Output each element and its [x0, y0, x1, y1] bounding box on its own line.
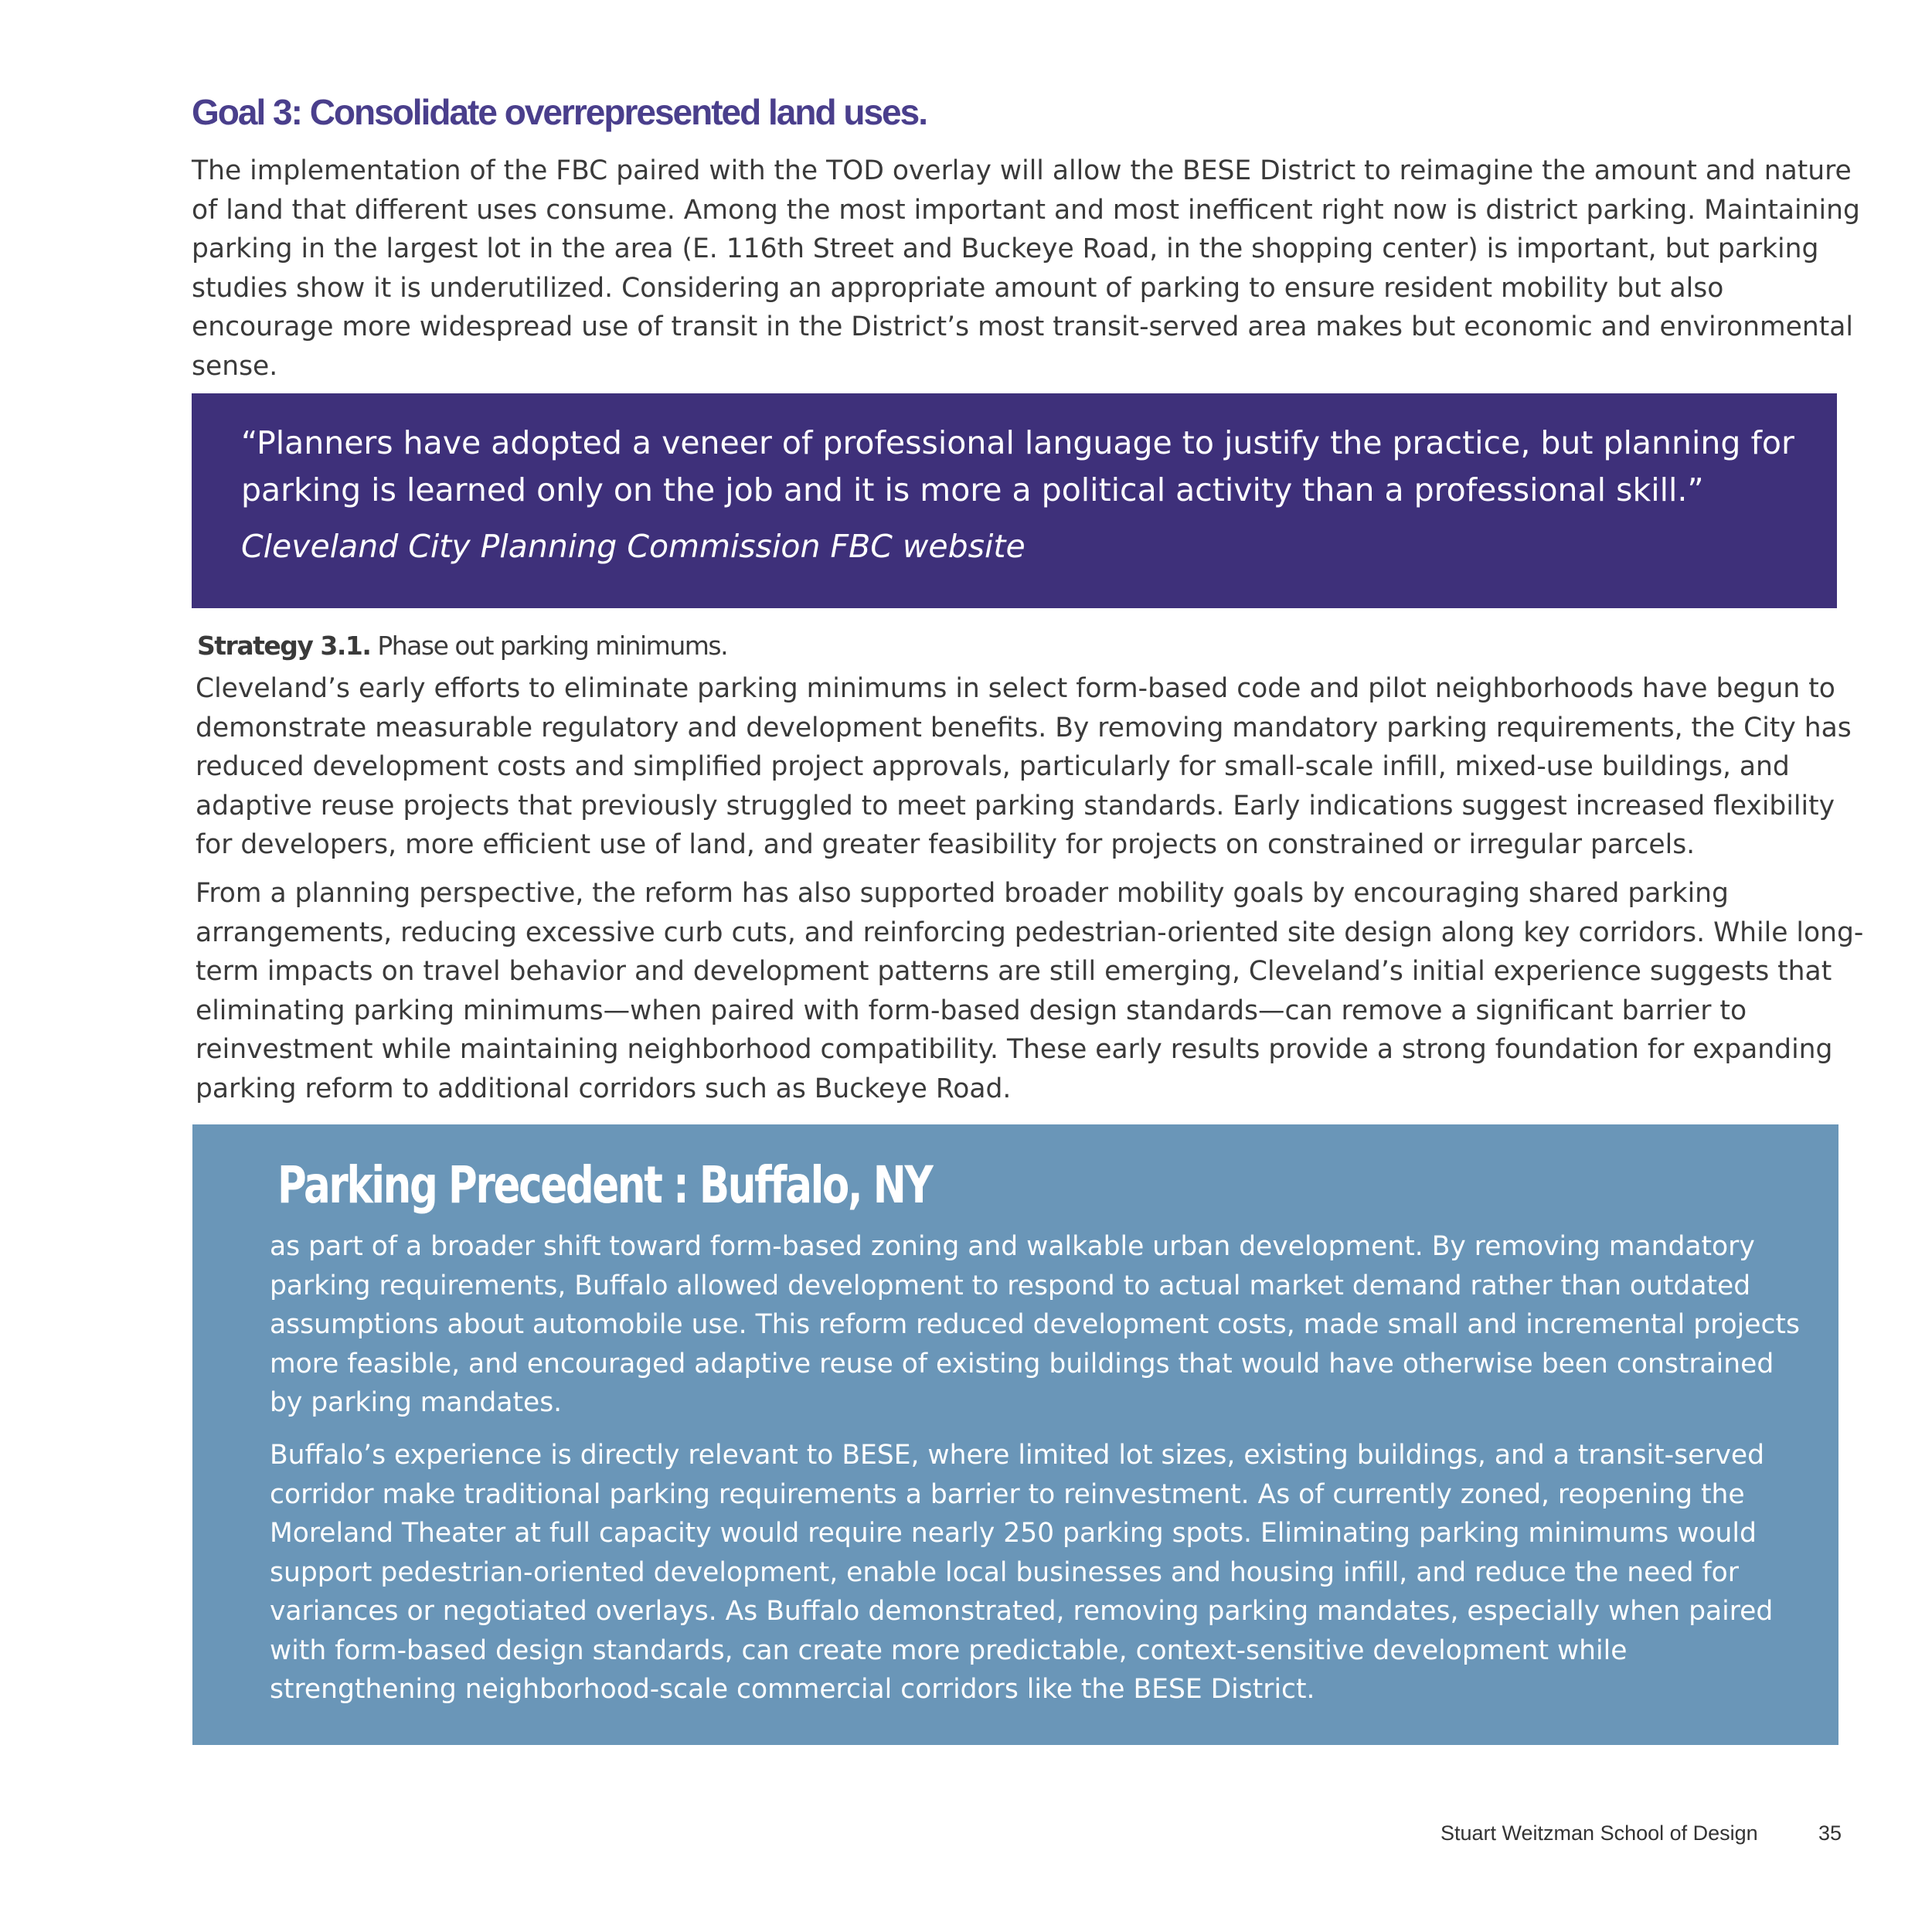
precedent-title: Parking Precedent : Buffalo, NY	[277, 1155, 932, 1215]
footer-school: Stuart Weitzman School of Design	[1440, 1821, 1758, 1845]
strategy-paragraph: Cleveland’s early efforts to eliminate parking minimums in select form-based code and pilot neighborhoods have begun to demonstrate measurable regulatory and development benefits. By removing mandatory parking requirements, the City has reduced development costs and simplified project approvals, particularly for small-scale infill, mixed-use buildings, and adaptive reuse projects that previously struggled to meet parking standards. Early indications suggest increased flexibility for developers, more efficient use of land, and greater feasibility for projects on constrained or irregular parcels.	[196, 673, 1852, 860]
strategy-title: Phase out parking minimums.	[377, 631, 728, 661]
quote-box	[192, 393, 1837, 608]
page-number: 35	[1818, 1821, 1842, 1845]
goal-paragraph: The implementation of the FBC paired with the TOD overlay will allow the BESE District to reimagine the amount and nature of land that different uses consume. Among the most important and most inefficent right now is district parking. Maintaining parking in the largest lot in the area (E. 116th Street and Buckeye Road, in the shopping center) is important, but parking studies show it is underutilized. Considering an appropriate amount of parking to ensure resident mobility but also encourage more widespread use of transit in the District’s most transit-served area makes but economic and environmental sense.	[192, 155, 1860, 382]
goal-title: Goal 3: Consolidate overrepresented land uses.	[192, 92, 927, 132]
quote-text: “Planners have adopted a veneer of professional language to justify the practice, but planning for parking is learned only on the job and it is more a political activity than a professional skill.”	[241, 424, 1794, 509]
strategy-label: Strategy 3.1.	[197, 631, 371, 661]
quote-source: Cleveland City Planning Commission FBC website	[241, 528, 1026, 565]
strategy-paragraph: From a planning perspective, the reform has also supported broader mobility goals by encouraging shared parking arrangements, reducing excessive curb cuts, and reinforcing pedestrian-oriented site design along key corridors. While long-term impacts on travel behavior and development patterns are still emerging, Cleveland’s initial experience suggests that eliminating parking minimums—when paired with form-based design standards—can remove a significant barrier to reinvestment while maintaining neighborhood compatibility. These early results provide a strong foundation for expanding parking reform to additional corridors such as Buckeye Road.	[196, 878, 1864, 1104]
precedent-paragraph: Buffalo’s experience is directly relevant to BESE, where limited lot sizes, existing buildings, and a transit-served corridor make traditional parking requirements a barrier to reinvestment. As of currently zoned, reopening the Moreland Theater at full capacity would require nearly 250 parking spots. Eliminating parking minimums would support pedestrian-oriented development, enable local businesses and housing infill, and reduce the need for variances or negotiated overlays. As Buffalo demonstrated, removing parking mandates, especially when paired with form-based design standards, can create more predictable, context-sensitive development while strengthening neighborhood-scale commercial corridors like the BESE District.	[270, 1440, 1774, 1705]
precedent-paragraph: as part of a broader shift toward form-based zoning and walkable urban development. By removing mandatory parking requirements, Buffalo allowed development to respond to actual market demand rather than outdated assumptions about automobile use. This reform reduced development costs, made small and incremental projects more feasible, and encouraged adaptive reuse of existing buildings that would have otherwise been constrained by parking mandates.	[270, 1231, 1800, 1418]
strategy-heading	[197, 631, 727, 661]
